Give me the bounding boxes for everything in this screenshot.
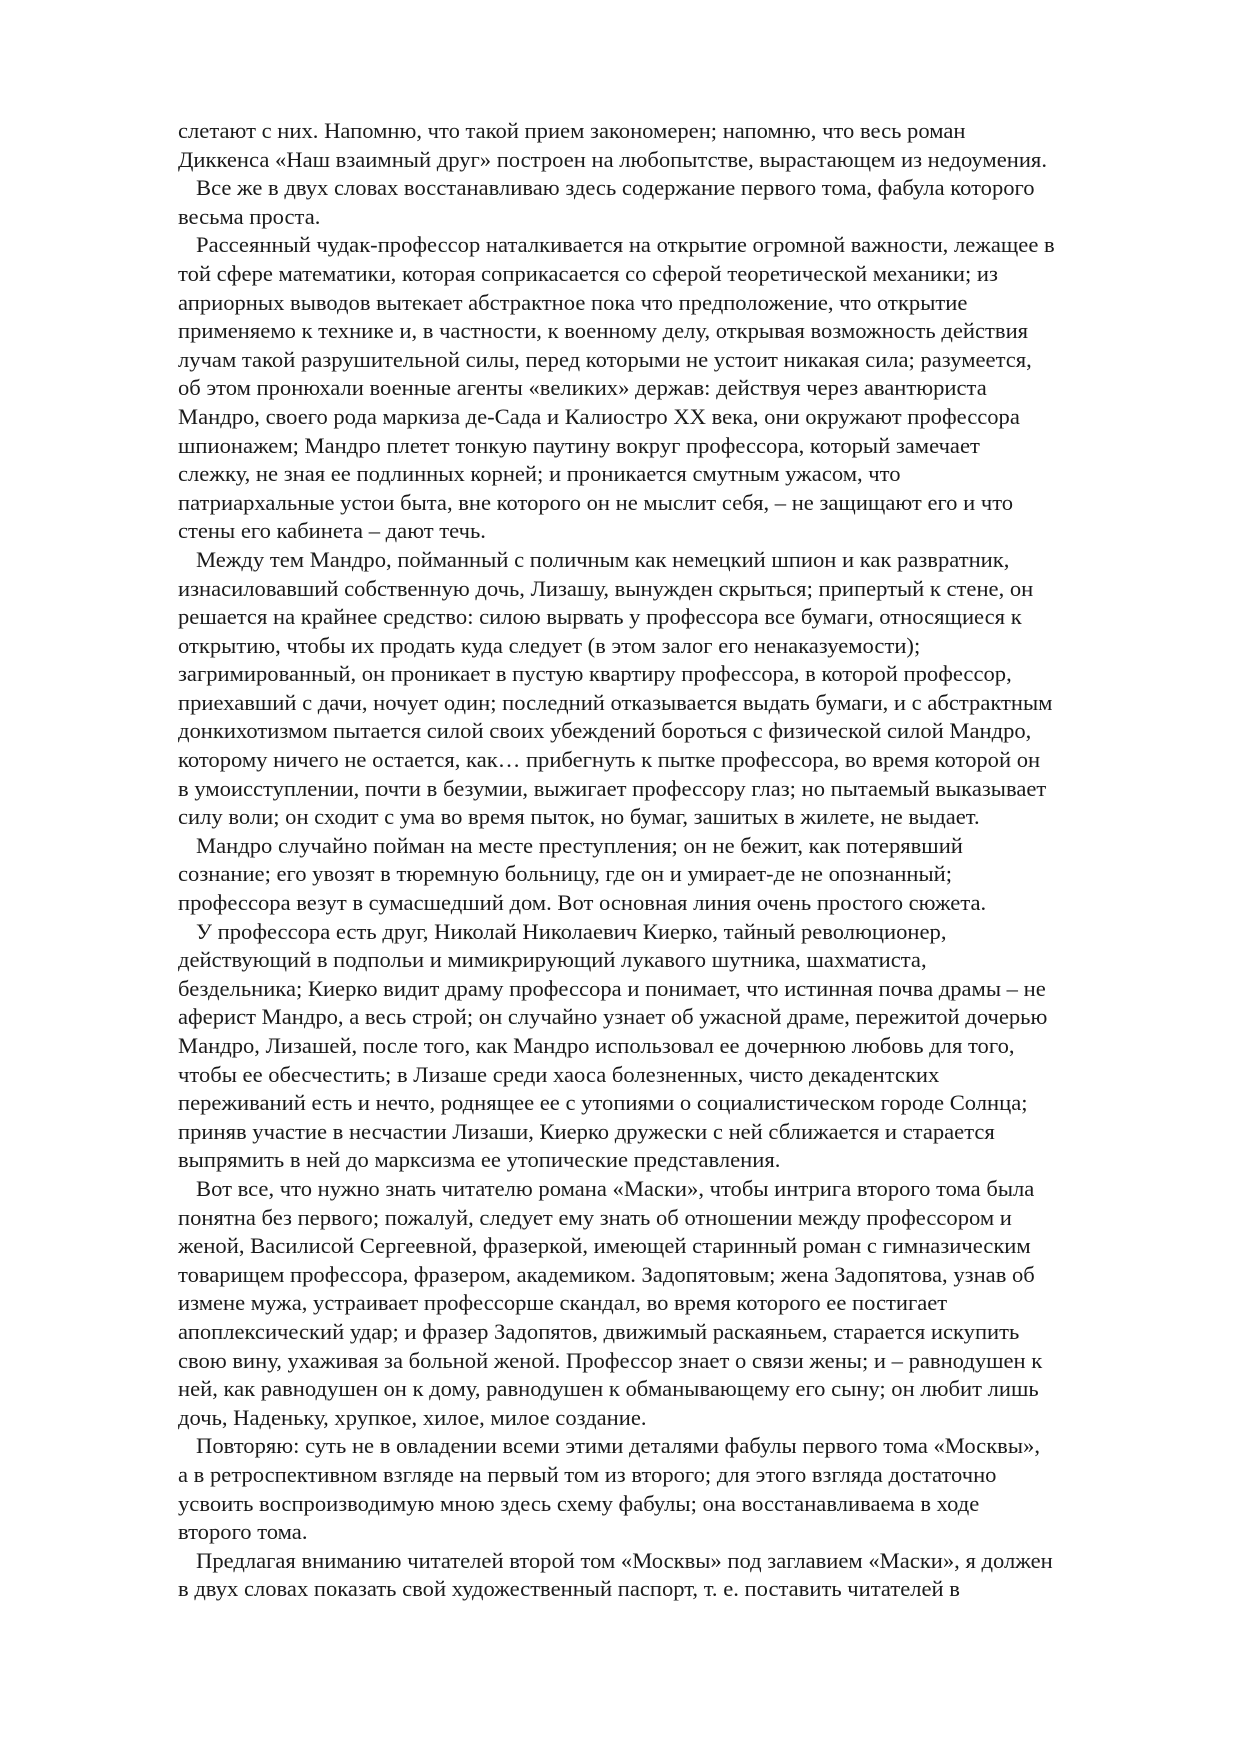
- text-line: Мандро случайно пойман на месте преступления; он не бежит, как потерявший: [196, 832, 963, 858]
- text-line: приняв участие в несчастии Лизаши, Киерко дружески с ней сближается и старается: [178, 1118, 995, 1144]
- text-line: слежку, не зная ее подлинных корней; и проникается смутным ужасом, что: [178, 461, 901, 487]
- text-line: профессора везут в сумасшедший дом. Вот основная линия очень простого сюжета.: [178, 890, 987, 916]
- text-line: выпрямить в ней до марксизма ее утопические представления.: [178, 1147, 781, 1173]
- text-line: измене мужа, устраивает профессорше скандал, во время которого ее постигает: [178, 1290, 948, 1316]
- paragraph: [178, 1175, 1158, 1432]
- text-line: бездельника; Киерко видит драму профессора и понимает, что истинная почва драмы – не: [178, 975, 1046, 1001]
- text-line: в двух словах показать свой художественный паспорт, т. е. поставить читателей в: [178, 1576, 960, 1602]
- paragraph: [178, 918, 1158, 1175]
- document-page: [178, 117, 1158, 1604]
- text-line: сознание; его увозят в тюремную больницу, где он и умирает-де не опознанный;: [178, 861, 953, 887]
- text-line: в умоисступлении, почти в безумии, выжигает профессору глаз; но пытаемый выказывает: [178, 775, 1047, 801]
- text-line: применяемо к технике и, в частности, к военному делу, открывая возможность действия: [178, 318, 1029, 344]
- text-line: второго тома.: [178, 1519, 308, 1545]
- text-line: Мандро, своего рода маркиза де-Сада и Калиостро XX века, они окружают профессора: [178, 403, 1020, 429]
- text-line: Диккенса «Наш взаимный друг» построен на любопытстве, вырастающем из недоумения.: [178, 146, 1047, 172]
- text-line: усвоить воспроизводимую мною здесь схему фабулы; она восстанавливаема в ходе: [178, 1490, 980, 1516]
- paragraph: [178, 546, 1158, 832]
- text-line: апоплексический удар; и фразер Задопятов, движимый раскаяньем, старается искупить: [178, 1318, 1020, 1344]
- text-line: действующий в подпольи и мимикрирующий лукавого шутника, шахматиста,: [178, 947, 927, 973]
- text-line: женой, Василисой Сергеевной, фразеркой, имеющей старинный роман с гимназическим: [178, 1233, 1031, 1259]
- text-line: априорных выводов вытекает абстрактное пока что предположение, что открытие: [178, 289, 968, 315]
- text-line: Все же в двух словах восстанавливаю здесь содержание первого тома, фабула которого: [196, 175, 1035, 201]
- text-line: Мандро, Лизашей, после того, как Мандро использовал ее дочернюю любовь для того,: [178, 1033, 1015, 1058]
- text-line: Рассеянный чудак-профессор наталкивается на открытие огромной важности, лежащее в: [196, 232, 1055, 258]
- text-line: загримированный, он проникает в пустую квартиру профессора, в которой профессор,: [178, 661, 1012, 687]
- text-line: слетают с них. Напомню, что такой прием закономерен; напомню, что весь роман: [178, 118, 966, 143]
- paragraph: [178, 174, 1158, 231]
- text-line: патриархальные устои быта, вне которого он не мыслит себя, – не защищают его и что: [178, 489, 1014, 515]
- text-line: товарищем профессора, фразером, академиком. Задопятовым; жена Задопятова, узнав об: [178, 1261, 1035, 1287]
- text-line: стены его кабинета – дают течь.: [178, 518, 486, 544]
- paragraph: [178, 832, 1158, 918]
- text-line: той сфере математики, которая соприкасается со сферой теоретической механики; из: [178, 260, 998, 286]
- text-line: лучам такой разрушительной силы, перед которыми не устоит никакая сила; разумеется,: [178, 346, 1032, 372]
- paragraph: [178, 231, 1158, 546]
- text-line: которому ничего не остается, как… прибегнуть к пытке профессора, во время которой он: [178, 747, 1041, 773]
- text-line: Между тем Мандро, пойманный с поличным как немецкий шпион и как развратник,: [196, 546, 1010, 572]
- text-line: понятна без первого; пожалуй, следует ему знать об отношении между профессором и: [178, 1204, 1012, 1230]
- text-line: аферист Мандро, а весь строй; он случайно узнает об ужасной драме, пережитой дочерью: [178, 1004, 1048, 1030]
- text-line: весьма проста.: [178, 203, 321, 229]
- text-line: об этом пронюхали военные агенты «великих» держав: действуя через авантюриста: [178, 375, 987, 401]
- text-line: ней, как равнодушен он к дому, равнодушен к обманывающему его сыну; он любит лишь: [178, 1376, 1039, 1402]
- text-line: чтобы ее обесчестить; в Лизаше среди хаоса болезненных, чисто декадентских: [178, 1061, 940, 1087]
- text-line: У профессора есть друг, Николай Николаевич Киерко, тайный революционер,: [196, 918, 947, 944]
- paragraph: [178, 117, 1158, 174]
- text-line: открытию, чтобы их продать куда следует (в этом залог его ненаказуемости);: [178, 632, 921, 658]
- text-line: Вот все, что нужно знать читателю романа «Маски», чтобы интрига второго тома была: [196, 1175, 1035, 1201]
- text-line: донкихотизмом пытается силой своих убеждений бороться с физической силой Мандро,: [178, 718, 1032, 744]
- text-line: шпионажем; Мандро плетет тонкую паутину вокруг профессора, который замечает: [178, 432, 980, 458]
- text-line: Повторяю: суть не в овладении всеми этими деталями фабулы первого тома «Москвы»,: [196, 1433, 1040, 1459]
- paragraph: [178, 1432, 1158, 1546]
- text-line: переживаний есть и нечто, роднящее ее с утопиями о социалистическом городе Солнца;: [178, 1090, 1028, 1116]
- text-line: дочь, Наденьку, хрупкое, хилое, милое создание.: [178, 1404, 647, 1430]
- text-line: свою вину, ухаживая за больной женой. Профессор знает о связи жены; и – равнодушен к: [178, 1347, 1043, 1373]
- body-text: [178, 117, 1158, 1604]
- paragraph: [178, 1547, 1158, 1604]
- text-line: Предлагая вниманию читателей второй том «Москвы» под заглавием «Маски», я должен: [196, 1547, 1053, 1573]
- text-line: изнасиловавший собственную дочь, Лизашу, вынужден скрыться; припертый к стене, он: [178, 575, 1034, 601]
- text-line: приехавший с дачи, ночует один; последний отказывается выдать бумаги, и с абстрактным: [178, 689, 1053, 715]
- text-line: решается на крайнее средство: силою вырвать у профессора все бумаги, относящиеся к: [178, 604, 1022, 630]
- text-line: а в ретроспективном взгляде на первый том из второго; для этого взгляда достаточно: [178, 1461, 997, 1487]
- text-line: силу воли; он сходит с ума во время пыток, но бумаг, зашитых в жилете, не выдает.: [178, 804, 980, 830]
